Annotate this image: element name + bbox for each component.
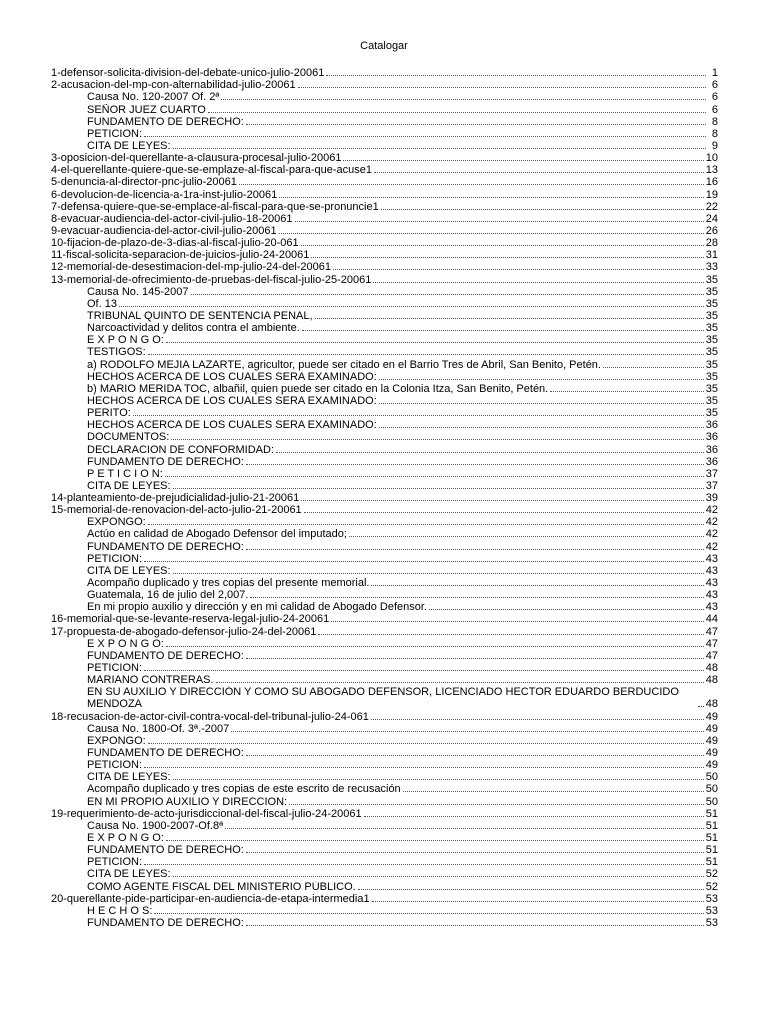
dot-leader (119, 306, 704, 307)
toc-page-number: 35 (705, 394, 718, 407)
toc-entry-label: PETICION: (87, 127, 143, 140)
toc-entry-label: Acompaño duplicado y tres copias del presente memorial. (87, 577, 370, 590)
toc-subentry[interactable] (51, 844, 718, 856)
toc-subentry[interactable] (51, 723, 718, 735)
toc-entry-label: Causa No. 1900-2007-Of.8ª (87, 819, 224, 832)
toc-page-number: 35 (705, 322, 718, 335)
dot-leader (246, 464, 704, 465)
toc-page-number: 13 (705, 164, 718, 177)
toc-entry-label: CITA DE LEYES: (87, 868, 171, 881)
toc-page-number: 43 (705, 564, 718, 577)
dot-leader (246, 925, 704, 926)
toc-entry-label: MARIANO CONTRERAS. (87, 674, 214, 687)
dot-leader (246, 549, 704, 550)
toc-page-number: 51 (705, 844, 718, 857)
toc-page-number: 49 (705, 722, 718, 735)
dot-leader (173, 876, 704, 877)
toc-page-number: 42 (705, 504, 718, 517)
toc-subentry[interactable] (51, 140, 718, 152)
toc-subentry[interactable] (51, 346, 718, 358)
dot-leader (144, 561, 704, 562)
toc-page-number: 35 (705, 334, 718, 347)
toc-page-number: 35 (705, 382, 718, 395)
toc-entry-label: PETICION: (87, 856, 143, 869)
toc-entry[interactable] (51, 808, 718, 820)
dot-leader (343, 160, 703, 161)
toc-subentry[interactable] (51, 456, 718, 468)
toc-entry-label: 12-memorial-de-desestimacion-del-mp-julio-24-del-20061 (51, 261, 332, 274)
toc-page-number: 48 (705, 674, 718, 687)
toc-entry[interactable] (51, 613, 718, 625)
toc-page-number: 35 (705, 273, 718, 286)
toc-subentry[interactable] (51, 577, 718, 589)
toc-entry[interactable] (51, 225, 718, 237)
toc-entry-label: PERITO: (87, 407, 131, 420)
toc-entry[interactable] (51, 492, 718, 504)
toc-subentry[interactable] (51, 795, 718, 807)
toc-page-number: 19 (705, 188, 718, 201)
dot-leader (311, 257, 703, 258)
toc-page-number: 24 (705, 212, 718, 225)
toc-entry-label: 4-el-querellante-quiere-que-se-emplaze-al-fiscal-para-que-acuse1 (51, 164, 372, 177)
toc-subentry[interactable] (51, 383, 718, 395)
toc-subentry[interactable] (51, 371, 718, 383)
toc-entry[interactable] (51, 164, 718, 176)
toc-subentry[interactable] (51, 735, 718, 747)
toc-entry-label: CITA DE LEYES: (87, 771, 171, 784)
dot-leader (374, 172, 704, 173)
toc-entry-label: E X P O N G O: (87, 637, 164, 650)
toc-entry[interactable] (51, 237, 718, 249)
toc-entry-label: SEÑOR JUEZ CUARTO (87, 103, 206, 116)
dot-leader (154, 913, 703, 914)
toc-page-number: 35 (705, 346, 718, 359)
dot-leader (191, 294, 704, 295)
dot-leader (698, 706, 704, 707)
dot-leader (231, 731, 703, 732)
toc-subentry[interactable] (51, 310, 718, 322)
toc-page-number: 53 (705, 892, 718, 905)
toc-page-number: 48 (705, 662, 718, 675)
dot-leader (371, 719, 704, 720)
toc-entry-label: 15-memorial-de-renovacion-del-acto-julio-21-20061 (51, 504, 302, 517)
toc-entry-label: 11-fiscal-solicita-separacion-de-juicios-julio-24-20061 (51, 249, 310, 262)
dot-leader (221, 99, 706, 100)
toc-subentry[interactable] (51, 91, 718, 103)
toc-entry[interactable] (51, 249, 718, 261)
toc-entry-label: EXPONGO: (87, 516, 146, 529)
toc-entry-label: FUNDAMENTO DE DERECHO: (87, 844, 244, 857)
toc-subentry[interactable] (51, 747, 718, 759)
toc-entry-label: 13-memorial-de-ofrecimiento-de-pruebas-del-fiscal-julio-25-20061 (51, 273, 372, 286)
dot-leader (279, 197, 704, 198)
toc-page-number: 37 (705, 479, 718, 492)
dot-leader (148, 743, 704, 744)
toc-subentry[interactable] (51, 358, 718, 370)
toc-subentry[interactable] (51, 820, 718, 832)
toc-entry-label: CITA DE LEYES: (87, 479, 171, 492)
toc-page-number: 36 (705, 443, 718, 456)
toc-entry-label: Causa No. 145-2007 (87, 285, 189, 298)
dot-leader (144, 136, 706, 137)
toc-entry-label: Causa No. 1800-Of. 3ª.-2007 (87, 722, 230, 735)
toc-page-number: 10 (705, 152, 718, 165)
toc-entry-label: 20-querellante-pide-participar-en-audiencia-de-etapa-intermedia1 (51, 892, 370, 905)
toc-entry[interactable] (51, 625, 718, 637)
toc-entry-label: a) RODOLFO MEJIA LAZARTE, agricultor, puede ser citado en el Barrio Tres de Abril, San Benito, Petén. (87, 358, 601, 371)
toc-subentry[interactable] (51, 431, 718, 443)
toc-page-number: 49 (705, 759, 718, 772)
toc-subentry[interactable] (51, 917, 718, 929)
toc-entry[interactable] (51, 273, 718, 285)
toc-entry-label: DECLARACION DE CONFORMIDAD: (87, 443, 275, 456)
dot-leader (148, 524, 704, 525)
dot-leader (171, 439, 703, 440)
dot-leader (173, 573, 704, 574)
toc-page-number: 43 (705, 589, 718, 602)
toc-subentry[interactable] (51, 286, 718, 298)
toc-page-number: 31 (705, 249, 718, 262)
dot-leader (133, 415, 704, 416)
toc-subentry[interactable] (51, 334, 718, 346)
dot-leader (331, 621, 704, 622)
toc-entry-label: Causa No. 120-2007 Of. 2ª (87, 91, 220, 104)
toc-page-number: 22 (705, 200, 718, 213)
toc-subentry[interactable] (51, 407, 718, 419)
toc-entry-label: 3-oposicion-del-querellante-a-clausura-procesal-julio-20061 (51, 152, 342, 165)
toc-page-number: 1 (711, 67, 718, 80)
dot-leader (173, 488, 704, 489)
toc-page-number: 35 (705, 358, 718, 371)
dot-leader (239, 184, 704, 185)
dot-leader (166, 646, 704, 647)
toc-entry-label: 1-defensor-solicita-division-del-debate-unico-julio-20061 (51, 67, 325, 80)
toc-subentry[interactable] (51, 601, 718, 613)
toc-entry-label: Narcoactividad y delitos contra el ambiente. (87, 322, 300, 335)
dot-leader (246, 852, 704, 853)
dot-leader (333, 269, 704, 270)
toc-page-number: 53 (705, 904, 718, 917)
toc-page-number: 35 (705, 407, 718, 420)
dot-leader (315, 318, 704, 319)
toc-entry[interactable] (51, 213, 718, 225)
toc-subentry[interactable] (51, 771, 718, 783)
toc-page-number: 51 (705, 807, 718, 820)
toc-page-number: 49 (705, 734, 718, 747)
dot-leader (304, 512, 704, 513)
toc-subentry[interactable] (51, 638, 718, 650)
toc-page-number: 6 (711, 103, 718, 116)
toc-subentry[interactable] (51, 298, 718, 310)
dot-leader (298, 87, 706, 88)
dot-leader (279, 233, 704, 234)
toc-entry-label: Of. 13 (87, 297, 117, 310)
toc-subentry[interactable] (51, 480, 718, 492)
toc-entry-label: 19-requerimiento-de-acto-jurisdiccional-del-fiscal-julio-24-20061 (51, 807, 362, 820)
dot-leader (379, 427, 704, 428)
toc-page-number: 35 (705, 285, 718, 298)
toc-page-number: 28 (705, 237, 718, 250)
toc-page-number: 33 (705, 261, 718, 274)
toc-page-number: 35 (705, 370, 718, 383)
toc-subentry[interactable] (51, 468, 718, 480)
toc-page-number: 47 (705, 625, 718, 638)
toc-entry-label: Actúo en calidad de Abogado Defensor del imputado; (87, 528, 347, 541)
toc-subentry[interactable] (51, 128, 718, 140)
toc-subentry[interactable] (51, 419, 718, 431)
dot-leader (295, 221, 704, 222)
toc-subentry[interactable] (51, 650, 718, 662)
dot-leader (603, 367, 704, 368)
toc-entry[interactable] (51, 261, 718, 273)
dot-leader (349, 536, 704, 537)
toc-subentry[interactable] (51, 116, 718, 128)
toc-entry-label: FUNDAMENTO DE DERECHO: (87, 115, 244, 128)
dot-leader (301, 245, 704, 246)
toc-subentry[interactable] (51, 395, 718, 407)
toc-entry-label: COMO AGENTE FISCAL DEL MINISTERIO PÚBLICO. (87, 880, 356, 893)
toc-entry[interactable] (51, 67, 718, 79)
toc-entry-label: En mi propio auxilio y dirección y en mi calidad de Abogado Defensor. (87, 601, 427, 614)
toc-subentry[interactable] (51, 516, 718, 528)
dot-leader (289, 804, 704, 805)
toc-entry-label: Guatemala, 16 de julio del 2,007. (87, 589, 249, 602)
dot-leader (246, 124, 706, 125)
toc-entry-label: E X P O N G O: (87, 334, 164, 347)
dot-leader (381, 209, 704, 210)
dot-leader (165, 476, 704, 477)
toc-entry-label: 7-defensa-quiere-que-se-emplace-al-fiscal-para-que-se-pronuncie1 (51, 200, 379, 213)
toc-subentry[interactable] (51, 662, 718, 674)
toc-page-number: 42 (705, 540, 718, 553)
dot-leader (372, 901, 704, 902)
toc-page-number: 43 (705, 552, 718, 565)
toc-page-number: 35 (705, 297, 718, 310)
toc-page-number: 42 (705, 528, 718, 541)
dot-leader (379, 403, 704, 404)
toc-entry-label: FUNDAMENTO DE DERECHO: (87, 649, 244, 662)
toc-entry-label: 5-denuncia-al-director-pnc-julio-20061 (51, 176, 237, 189)
dot-leader (371, 585, 703, 586)
dot-leader (373, 282, 703, 283)
toc-page-number: 8 (711, 127, 718, 140)
toc-page-number: 37 (705, 467, 718, 480)
toc-page-number: 6 (711, 91, 718, 104)
toc-page-number: 39 (705, 492, 718, 505)
toc-entry[interactable] (51, 79, 718, 91)
table-of-contents (51, 67, 718, 929)
toc-page-number: 16 (705, 176, 718, 189)
toc-page-number: 26 (705, 224, 718, 237)
toc-page-number: 8 (711, 115, 718, 128)
toc-entry-label: EN SU AUXILIO Y DIRECCIÓN Y COMO SU ABOGADO DEFENSOR, LICENCIADO HECTOR EDUARDO BERDUCIDO MENDOZA (87, 686, 679, 711)
toc-page-number: 53 (705, 917, 718, 929)
toc-page-number: 52 (705, 868, 718, 881)
toc-entry-label: b) MARIO MERIDA TOC, albañil, quien puede ser citado en la Colonia Itza, San Benito, Petén. (87, 382, 549, 395)
dot-leader (173, 779, 704, 780)
toc-page-number: 35 (705, 309, 718, 322)
toc-entry[interactable] (51, 893, 718, 905)
toc-subentry[interactable] (51, 103, 718, 115)
toc-entry-label: 10-fijacion-de-plazo-de-3-dias-al-fiscal-julio-20-061 (51, 237, 299, 250)
toc-subentry[interactable] (51, 553, 718, 565)
toc-subentry[interactable] (51, 540, 718, 552)
dot-leader (208, 112, 706, 113)
toc-page-number: 48 (705, 698, 718, 711)
dot-leader (144, 767, 704, 768)
toc-entry-label: 18-recusacion-de-actor-civil-contra-vocal-del-tribunal-julio-24-061 (51, 710, 369, 723)
dot-leader (173, 148, 706, 149)
toc-entry[interactable] (51, 176, 718, 188)
toc-entry-label: Acompaño duplicado y tres copias de este escrito de recusación (87, 783, 401, 796)
dot-leader (364, 816, 704, 817)
toc-entry-label: HECHOS ACERCA DE LOS CUALES SERA EXAMINADO: (87, 370, 377, 383)
toc-page-number: 43 (705, 601, 718, 614)
toc-page-number: 51 (705, 832, 718, 845)
dot-leader (379, 379, 704, 380)
toc-page-number: 47 (705, 637, 718, 650)
toc-page-number: 50 (705, 783, 718, 796)
toc-entry-label: 6-devolucion-de-licencia-a-1ra-inst-julio-20061 (51, 188, 278, 201)
toc-subentry[interactable] (51, 528, 718, 540)
dot-leader (276, 452, 704, 453)
toc-entry-label: PETICION: (87, 759, 143, 772)
dot-leader (250, 597, 703, 598)
toc-page-number: 50 (705, 795, 718, 808)
toc-entry-label: 8-evacuar-audiencia-del-actor-civil-julio-18-20061 (51, 212, 293, 225)
toc-subentry[interactable] (51, 686, 718, 710)
toc-subentry[interactable] (51, 880, 718, 892)
dot-leader (246, 755, 704, 756)
toc-entry-label: E X P O N G O: (87, 832, 164, 845)
toc-subentry[interactable] (51, 565, 718, 577)
toc-page-number: 51 (705, 856, 718, 869)
toc-page-number: 43 (705, 577, 718, 590)
dot-leader (144, 864, 704, 865)
toc-entry-label: 16-memorial-que-se-levante-reserva-legal-julio-24-20061 (51, 613, 330, 626)
toc-page-number: 49 (705, 747, 718, 760)
toc-entry[interactable] (51, 152, 718, 164)
toc-entry-label: FUNDAMENTO DE DERECHO: (87, 747, 244, 760)
toc-entry-label: 9-evacuar-audiencia-del-actor-civil-julio-20061 (51, 224, 277, 237)
toc-subentry[interactable] (51, 783, 718, 795)
dot-leader (403, 791, 704, 792)
toc-entry-label: H E C H O S: (87, 904, 153, 917)
toc-entry-label: 17-propuesta-de-abogado-defensor-julio-24-del-20061 (51, 625, 317, 638)
toc-entry-label: FUNDAMENTO DE DERECHO: (87, 917, 244, 929)
toc-entry-label: EXPONGO: (87, 734, 146, 747)
dot-leader (302, 330, 704, 331)
toc-subentry[interactable] (51, 674, 718, 686)
toc-page-number: 44 (705, 613, 718, 626)
dot-leader (358, 889, 704, 890)
dot-leader (318, 634, 703, 635)
toc-entry-label: FUNDAMENTO DE DERECHO: (87, 455, 244, 468)
toc-subentry[interactable] (51, 322, 718, 334)
toc-entry[interactable] (51, 201, 718, 213)
toc-page-number: 49 (705, 710, 718, 723)
toc-subentry[interactable] (51, 905, 718, 917)
toc-entry-label: HECHOS ACERCA DE LOS CUALES SERA EXAMINADO: (87, 394, 377, 407)
toc-entry-label: HECHOS ACERCA DE LOS CUALES SERA EXAMINADO: (87, 419, 377, 432)
toc-page-number: 47 (705, 649, 718, 662)
toc-subentry[interactable] (51, 868, 718, 880)
dot-leader (246, 658, 704, 659)
toc-subentry[interactable] (51, 832, 718, 844)
toc-entry-label: CITA DE LEYES: (87, 564, 171, 577)
toc-page-number: 36 (705, 419, 718, 432)
toc-subentry[interactable] (51, 443, 718, 455)
toc-entry[interactable] (51, 504, 718, 516)
toc-subentry[interactable] (51, 759, 718, 771)
toc-entry-label: CITA DE LEYES: (87, 139, 171, 152)
toc-entry-label: TESTIGOS: (87, 346, 146, 359)
dot-leader (550, 391, 704, 392)
toc-page-number: 50 (705, 771, 718, 784)
toc-entry-label: TRIBUNAL QUINTO DE SENTENCIA PENAL, (87, 309, 313, 322)
toc-page-number: 6 (711, 79, 718, 92)
toc-subentry[interactable] (51, 856, 718, 868)
document-title: Catalogar (360, 40, 408, 52)
dot-leader (148, 354, 704, 355)
toc-entry-label: EN MI PROPIO AUXILIO Y DIRECCION: (87, 795, 288, 808)
toc-page-number: 36 (705, 431, 718, 444)
toc-entry-label: PETICION: (87, 552, 143, 565)
toc-entry-label: PETICION: (87, 662, 143, 675)
toc-page-number: 52 (705, 880, 718, 893)
dot-leader (301, 500, 703, 501)
dot-leader (216, 682, 704, 683)
toc-entry-label: 14-planteamiento-de-prejudicialidad-julio-21-20061 (51, 492, 300, 505)
toc-page-number: 9 (711, 139, 718, 152)
dot-leader (429, 609, 704, 610)
dot-leader (144, 670, 704, 671)
toc-entry-label: DOCUMENTOS: (87, 431, 170, 444)
toc-page-number: 51 (705, 819, 718, 832)
toc-page-number: 42 (705, 516, 718, 529)
toc-entry-label: P E T I C I O N: (87, 467, 163, 480)
toc-entry[interactable] (51, 710, 718, 722)
toc-subentry[interactable] (51, 589, 718, 601)
dot-leader (166, 342, 704, 343)
toc-entry-label: 2-acusacion-del-mp-con-alternabilidad-julio-20061 (51, 79, 296, 92)
toc-entry[interactable] (51, 188, 718, 200)
toc-page-number: 36 (705, 455, 718, 468)
dot-leader (225, 828, 704, 829)
toc-entry-label: FUNDAMENTO DE DERECHO: (87, 540, 244, 553)
dot-leader (166, 840, 704, 841)
dot-leader (326, 75, 706, 76)
